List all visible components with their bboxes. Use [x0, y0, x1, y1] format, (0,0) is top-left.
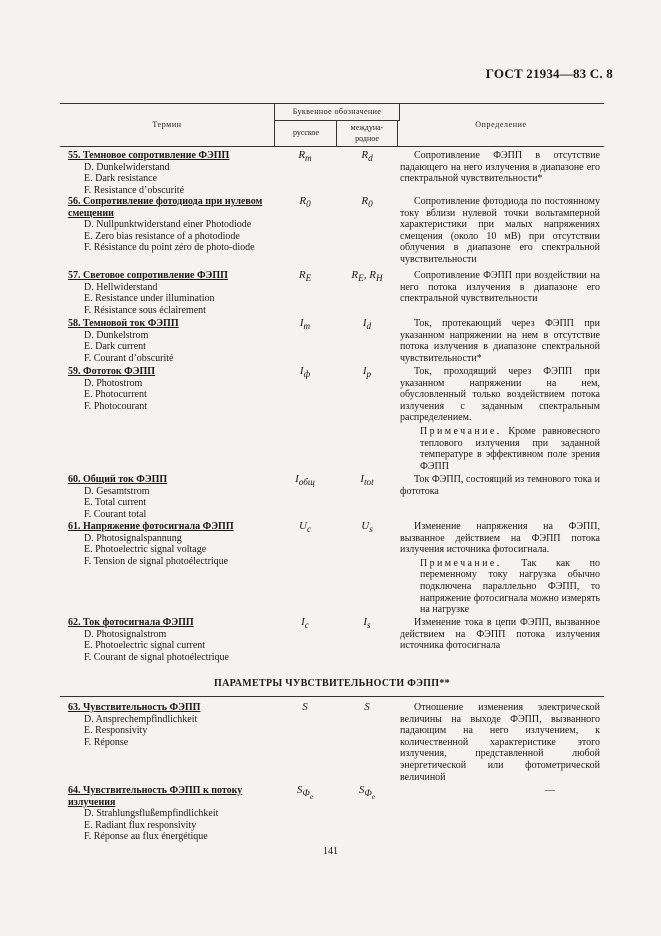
term-title: 63. Чувствительность ФЭПП [68, 702, 201, 713]
term-fr: F. Courant total [84, 508, 147, 520]
term-en: E. Zero bias resistance of a photodiode [84, 230, 240, 242]
term-de: D. Photosignalstrom [84, 628, 167, 640]
term-en: E. Photoelectric signal voltage [84, 544, 207, 556]
symbol-ru: $R_E$ [298, 269, 312, 284]
symbol-int: $R_E$, $R_H$ [351, 269, 383, 284]
term-title: 57. Световое сопротивление ФЭПП [68, 270, 228, 281]
term-de: D. Strahlungsflußempfindlichkeit [84, 808, 219, 820]
definition-text: — [545, 785, 555, 796]
definition [400, 617, 600, 652]
symbol-int: $I_p$ [362, 365, 372, 380]
column-international: междуна- родное [336, 120, 398, 146]
symbol-int: $S_{Ф_e}$ [358, 784, 376, 802]
term-en: E. Total current [84, 497, 147, 509]
term-de: D. Gesamtstrom [84, 485, 150, 497]
definition-text: Сопротивление фотодиода по постоянному току вблизи нулевой точки вольтамперной характеристики при малых напряжениях смещения (около 10 мВ) при отсутствии облучения в диапазоне его спектральной чувствительности [400, 196, 600, 265]
column-definition: Определение [475, 120, 527, 129]
definition-text: Сопротивление ФЭПП при воздействии на него потока излучения в диапазоне его спектральной чувствительности [400, 270, 600, 305]
term-title: 61. Напряжение фотосигнала ФЭПП [68, 521, 234, 532]
term-en: E. Responsivity [84, 725, 148, 737]
definition [400, 366, 600, 472]
column-letter-designation: Буквенное обозначение [274, 104, 400, 121]
definition [400, 702, 600, 783]
symbol-int: $U_s$ [361, 520, 373, 535]
term-en: E. Dark resistance [84, 173, 158, 185]
symbol-int: $R_d$ [361, 149, 373, 164]
term-fr: F. Resistance d’obscurité [84, 184, 185, 196]
term-title: 55. Темновое сопротивление ФЭПП [68, 150, 230, 161]
term-fr: F. Courant de signal photoélectrique [84, 651, 229, 663]
term-fr: F. Réponse [84, 736, 129, 748]
definition [400, 474, 600, 497]
symbol-ru: $S_{Ф_e}$ [296, 784, 314, 802]
note-text: Кроме равновесного теплового излучения при заданной температуре в эффективном поле зрения ФЭПП [420, 425, 600, 472]
definition [400, 196, 600, 266]
definition [400, 270, 600, 305]
term-de: D. Dunkelstrom [84, 329, 149, 341]
definition-text: Отношение изменения электрической величины на выходе ФЭПП, вызванного падающим на него излучением, к количественной характеристике этого излучения, представленной любой энергетической или фотометрической величиной [400, 702, 600, 783]
term-fr: F. Réponse au flux énergétique [84, 831, 208, 843]
term-en: E. Photoelectric signal current [84, 640, 206, 652]
symbol-ru: $I_т$ [299, 317, 311, 332]
symbol-ru: S [302, 701, 308, 713]
term-fr: F. Photocourant [84, 400, 148, 412]
definition-note [400, 426, 600, 472]
term-title: 62. Ток фотосигнала ФЭПП [68, 617, 194, 628]
definition-text: Ток ФЭПП, состоящий из темнового тока и фототока [400, 474, 600, 497]
definition-text: Ток, протекающий через ФЭПП при указанном напряжении на нем в отсутствие потока излучения в диапазоне спектральной чувствительности* [400, 318, 600, 364]
term-en: E. Dark current [84, 341, 146, 353]
term-title: 64. Чувствительность ФЭПП к потоку излучения [68, 785, 243, 808]
definition-text: Изменение напряжения на ФЭПП, вызванное действием на ФЭПП потока излучения источника фотосигнала. [400, 521, 600, 556]
term-fr: F. Courant d’obscurité [84, 352, 174, 364]
section-divider [60, 696, 604, 697]
term-fr: F. Résistance du point zéro de photo-diode [84, 242, 255, 254]
term-en: E. Radiant flux responsivity [84, 819, 197, 831]
symbol-ru: $R_т$ [298, 149, 312, 164]
term-de: D. Dunkelwiderstand [84, 161, 170, 173]
column-russian: русское [274, 120, 337, 146]
definition-text: Сопротивление ФЭПП в отсутствие падающего на него излучения в диапазоне его спектральной чувствительности* [400, 150, 600, 185]
term-de: D. Ansprechempfindlichkeit [84, 713, 198, 725]
symbol-int: $I_{tot}$ [360, 473, 374, 488]
symbol-ru: $U_с$ [298, 520, 312, 535]
definition [400, 785, 600, 797]
note-label: Примечание. [420, 557, 502, 569]
symbol-ru: $R_0$ [299, 195, 311, 210]
definition [400, 318, 600, 364]
term-en: E. Photocurrent [84, 389, 147, 401]
term-title: 58. Темновой ток ФЭПП [68, 318, 179, 329]
symbol-ru: $I_{общ}$ [295, 473, 315, 488]
symbol-int: $I_d$ [362, 317, 372, 332]
term-de: D. Nullpunktwiderstand einer Photodiode [84, 219, 252, 231]
definition-text: Изменение тока в цепи ФЭПП, вызванное действием на ФЭПП потока излучения источника фотосигнала [400, 617, 600, 652]
page-header: ГОСТ 21934—83 С. 8 [485, 66, 613, 81]
symbol-int: S [364, 701, 370, 713]
term-de: D. Hellwiderstand [84, 281, 158, 293]
term-de: D. Photosignalspannung [84, 532, 182, 544]
column-term: Термин [152, 120, 182, 129]
note-label: Примечание. [420, 425, 502, 437]
section-title: ПАРАМЕТРЫ ЧУВСТВИТЕЛЬНОСТИ ФЭПП** [214, 678, 450, 689]
note-text: Так как по переменному току нагрузка обычно подключена параллельно ФЭПП, то напряжение фотосигнала можно измерять на нагрузке [420, 557, 600, 616]
table-header [60, 103, 604, 147]
definition [400, 150, 600, 185]
term-title: 59. Фототок ФЭПП [68, 366, 156, 377]
term-fr: F. Résistance sous éclairement [84, 304, 206, 316]
term-title: 56. Сопротивление фотодиода при нулевом смещении [68, 196, 263, 219]
term-title: 60. Общий ток ФЭПП [68, 474, 168, 485]
page-number: 141 [323, 846, 338, 857]
term-en: E. Resistance under illumination [84, 293, 215, 305]
definition-note [400, 558, 600, 616]
symbol-int: $R_0$ [361, 195, 373, 210]
term-fr: F. Tension de signal photoélectrique [84, 555, 229, 567]
symbol-ru: $I_с$ [301, 616, 309, 631]
term-de: D. Photostrom [84, 377, 143, 389]
definition-text: Ток, проходящий через ФЭПП при указанном напряжении на нем, обусловленный только воздействием потока излучения с заданным спектральным распределением. [400, 366, 600, 424]
definition [400, 521, 600, 616]
symbol-ru: $I_ф$ [299, 365, 311, 380]
symbol-int: $I_s$ [363, 616, 371, 631]
